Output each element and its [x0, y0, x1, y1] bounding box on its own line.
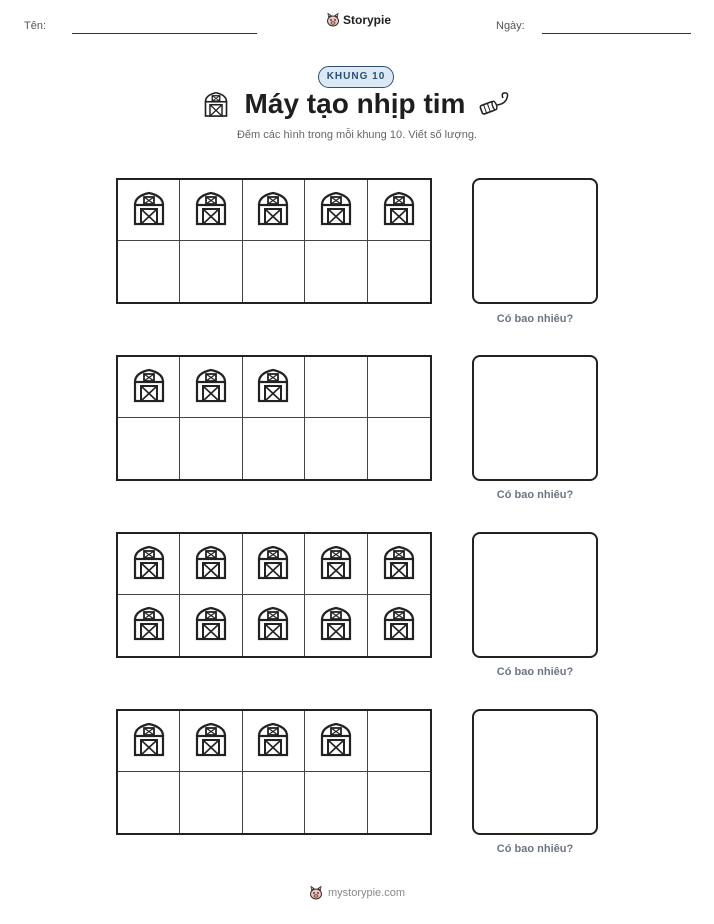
frame-cell	[243, 711, 305, 772]
frame-cell	[118, 595, 180, 656]
name-write-line	[72, 33, 257, 34]
frame-cell	[368, 418, 430, 479]
frame-cell	[368, 772, 430, 833]
barn-icon	[129, 542, 169, 587]
title-row	[0, 88, 714, 120]
tin-can-phone-icon	[479, 90, 513, 118]
barn-icon	[253, 603, 293, 648]
frame-cell	[305, 711, 367, 772]
frame-cell	[118, 357, 180, 418]
frame-cell	[305, 180, 367, 241]
brand-logo	[326, 12, 391, 28]
question-label-2: Có bao nhiêu?	[496, 489, 574, 501]
frame-cell	[180, 595, 242, 656]
barn-icon	[191, 365, 231, 410]
barn-icon	[129, 365, 169, 410]
barn-icon	[201, 89, 231, 119]
question-label-1: Có bao nhiêu?	[496, 313, 574, 325]
frame-cell	[243, 180, 305, 241]
ten-frame-2	[116, 355, 432, 481]
date-write-line	[542, 33, 691, 34]
frame-cell	[368, 711, 430, 772]
frame-cell	[118, 241, 180, 302]
frame-cell	[243, 595, 305, 656]
frame-cell	[180, 418, 242, 479]
answer-box-4[interactable]	[472, 709, 598, 835]
frame-cell	[243, 241, 305, 302]
frame-cell	[243, 534, 305, 595]
frame-cell	[368, 595, 430, 656]
barn-icon	[191, 542, 231, 587]
frame-cell	[368, 534, 430, 595]
barn-icon	[253, 188, 293, 233]
ten-frame-1	[116, 178, 432, 304]
barn-icon	[316, 719, 356, 764]
frame-cell	[368, 241, 430, 302]
barn-icon	[129, 603, 169, 648]
frame-cell	[368, 180, 430, 241]
frame-cell	[305, 595, 367, 656]
frame-cell	[180, 534, 242, 595]
answer-box-1[interactable]	[472, 178, 598, 304]
frame-cell	[180, 241, 242, 302]
frame-cell	[118, 180, 180, 241]
frame-cell	[180, 711, 242, 772]
brand-name: Storypie	[343, 13, 392, 27]
barn-icon	[316, 603, 356, 648]
answer-box-3[interactable]	[472, 532, 598, 658]
frame-cell	[180, 180, 242, 241]
ten-frame-3	[116, 532, 432, 658]
frame-cell	[118, 772, 180, 833]
worksheet-type-badge: KHUNG 10	[318, 66, 394, 88]
barn-icon	[316, 188, 356, 233]
frame-cell	[118, 534, 180, 595]
frame-cell	[118, 418, 180, 479]
barn-icon	[253, 365, 293, 410]
pig-mascot-icon	[326, 12, 340, 28]
frame-cell	[243, 772, 305, 833]
frame-cell	[305, 418, 367, 479]
frame-cell	[180, 772, 242, 833]
barn-icon	[379, 603, 419, 648]
barn-icon	[129, 719, 169, 764]
page-title: Máy tạo nhịp tim	[244, 88, 466, 119]
barn-icon	[316, 542, 356, 587]
date-label: Ngày:	[496, 20, 525, 32]
barn-icon	[191, 603, 231, 648]
frame-cell	[305, 772, 367, 833]
footer-url: mystorypie.com	[327, 887, 406, 899]
frame-cell	[305, 534, 367, 595]
barn-icon	[191, 188, 231, 233]
ten-frame-4	[116, 709, 432, 835]
instructions: Đếm các hình trong mỗi khung 10. Viết số lượng.	[236, 129, 477, 141]
barn-icon	[379, 542, 419, 587]
question-label-3: Có bao nhiêu?	[496, 666, 574, 678]
frame-cell	[305, 357, 367, 418]
frame-cell	[118, 711, 180, 772]
frame-cell	[243, 357, 305, 418]
footer	[0, 885, 714, 901]
barn-icon	[191, 719, 231, 764]
frame-cell	[180, 357, 242, 418]
answer-box-2[interactable]	[472, 355, 598, 481]
frame-cell	[305, 241, 367, 302]
barn-icon	[253, 542, 293, 587]
barn-icon	[253, 719, 293, 764]
pig-mascot-icon	[309, 885, 323, 901]
barn-icon	[129, 188, 169, 233]
frame-cell	[243, 418, 305, 479]
question-label-4: Có bao nhiêu?	[496, 843, 574, 855]
barn-icon	[379, 188, 419, 233]
frame-cell	[368, 357, 430, 418]
name-label: Tên:	[24, 20, 47, 32]
